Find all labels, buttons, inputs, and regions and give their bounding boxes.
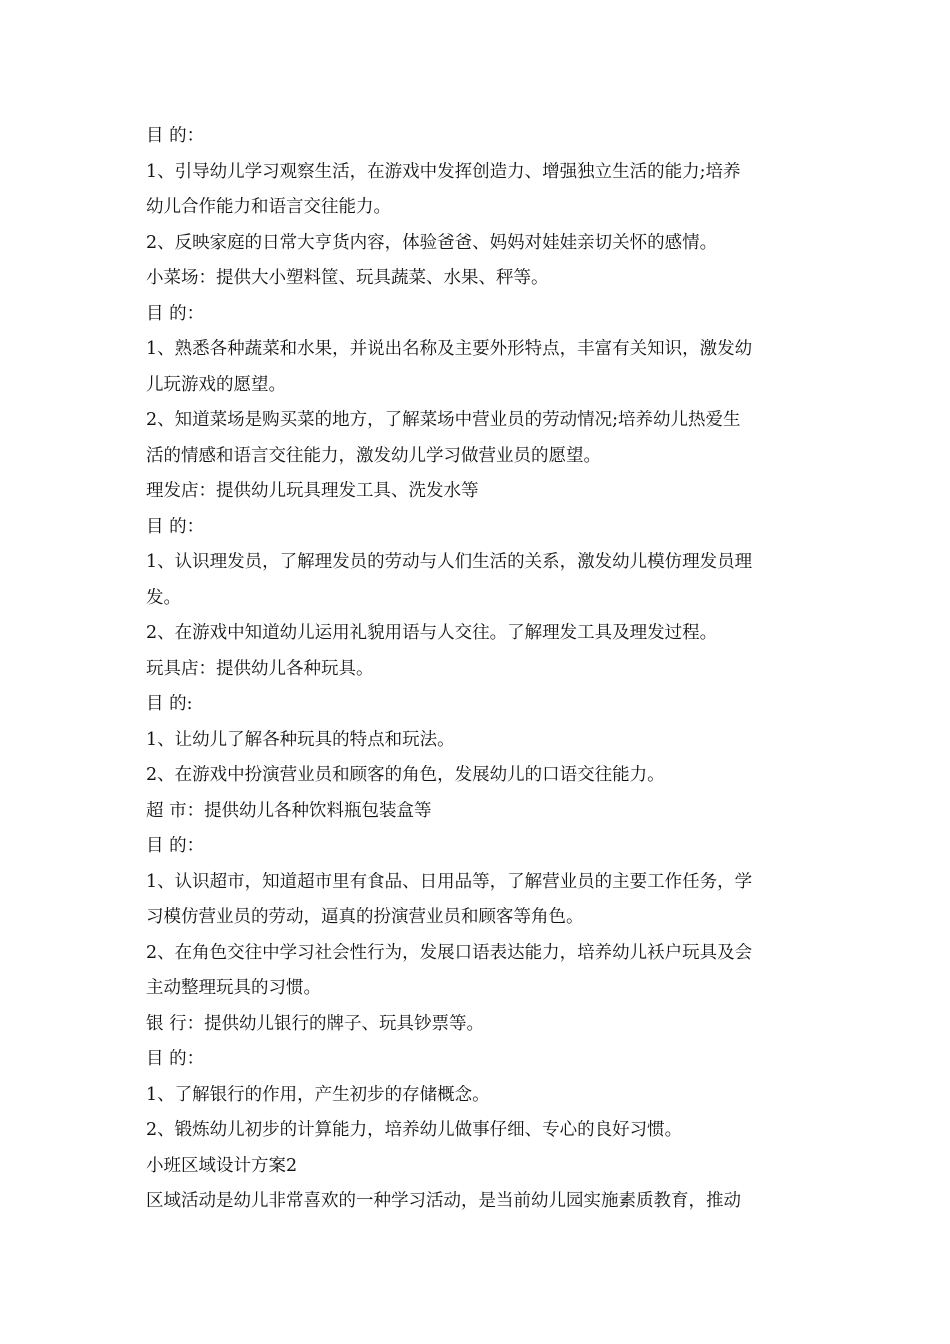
purpose-heading: 目 的： (146, 303, 205, 324)
paragraph-line: 2、反映家庭的日常大亨货内容，体验爸爸、妈妈对娃娃亲切关怀的感情。 (146, 232, 718, 253)
paragraph-line: 活的情感和语言交往能力，激发幼儿学习做营业员的愿望。 (146, 445, 601, 466)
paragraph-line: 1、熟悉各种蔬菜和水果，并说出名称及主要外形特点，丰富有关知识，激发幼 (146, 339, 753, 359)
purpose-heading: 目 的： (146, 516, 205, 537)
paragraph-line: 儿玩游戏的愿望。 (146, 374, 286, 395)
section-heading-toy-store: 玩具店：提供幼儿各种玩具。 (146, 658, 374, 679)
purpose-heading: 目 的: (146, 694, 193, 714)
section-heading-bank: 银 行：提供幼儿银行的牌子、玩具钞票等。 (146, 1013, 485, 1034)
section-heading-vegetable-market: 小菜场：提供大小塑料筐、玩具蔬菜、水果、秤等。 (146, 268, 549, 288)
paragraph-line: 2、在角色交往中学习社会性行为，发展口语表达能力，培养幼儿袄户玩具及会 (146, 942, 753, 963)
paragraph-line: 2、锻炼幼儿初步的计算能力，培养幼儿做事仔细、专心的良好习惯。 (146, 1120, 683, 1140)
section-heading-barber-shop: 理发店：提供幼儿玩具理发工具、洗发水等 (146, 481, 479, 501)
paragraph-line: 区域活动是幼儿非常喜欢的一种学习活动，是当前幼儿园实施素质教育，推动 (146, 1191, 741, 1211)
paragraph-line: 1、认识超市，知道超市里有食品、日用品等，了解营业员的主要工作任务，学 (146, 871, 753, 892)
paragraph-line: 1、让幼儿了解各种玩具的特点和玩法。 (146, 729, 455, 750)
paragraph-line: 2、在游戏中知道幼儿运用礼貌用语与人交往。了解理发工具及理发过程。 (146, 623, 718, 643)
document-section-title: 小班区域设计方案2 (146, 1155, 298, 1176)
purpose-heading: 目 的： (146, 1049, 205, 1069)
purpose-heading: 目 的： (146, 126, 205, 146)
paragraph-line: 1、了解银行的作用，产生初步的存储概念。 (146, 1084, 490, 1105)
paragraph-line: 2、在游戏中扮演营业员和顾客的角色，发展幼儿的口语交往能力。 (146, 765, 665, 785)
paragraph-line: 习模仿营业员的劳动，逼真的扮演营业员和顾客等角色。 (146, 907, 584, 927)
paragraph-line: 2、知道菜场是购买菜的地方，了解菜场中营业员的劳动情况;培养幼儿热爱生 (146, 410, 741, 430)
paragraph-line: 1、引导幼儿学习观察生活，在游戏中发挥创造力、增强独立生活的能力;培养 (146, 161, 741, 182)
purpose-heading: 目 的： (146, 836, 205, 856)
document-body (146, 119, 810, 1220)
paragraph-line: 1、认识理发员，了解理发员的劳动与人们生活的关系，激发幼儿模仿理发员理 (146, 552, 753, 572)
paragraph-line: 发。 (146, 587, 181, 608)
paragraph-line: 幼儿合作能力和语言交往能力。 (146, 197, 391, 217)
section-heading-supermarket: 超 市：提供幼儿各种饮料瓶包装盒等 (146, 800, 432, 821)
paragraph-line: 主动整理玩具的习惯。 (146, 978, 321, 998)
